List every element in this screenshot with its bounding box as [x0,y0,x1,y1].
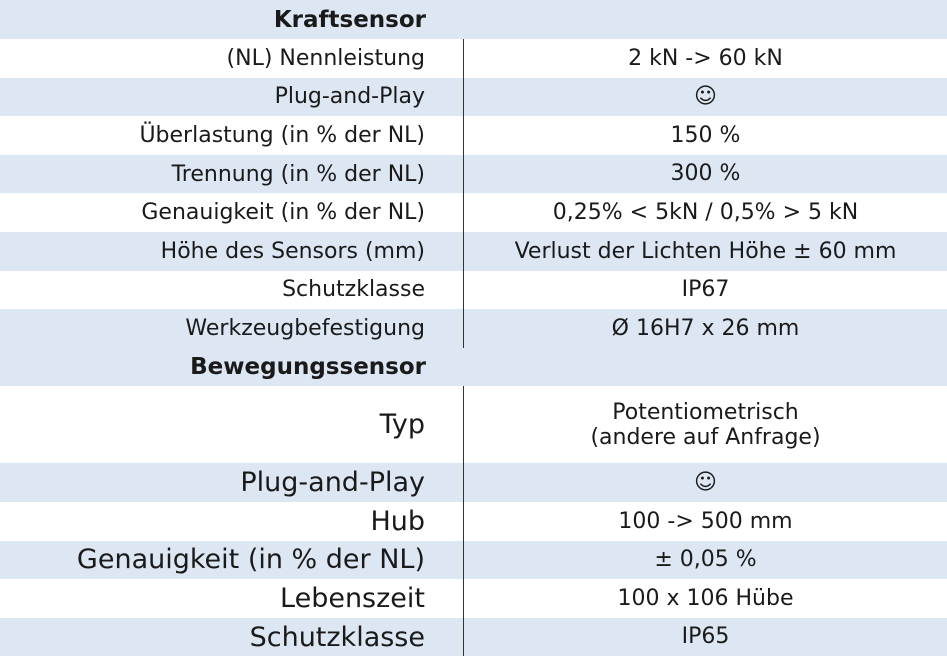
row-value: 100 -> 500 mm [618,508,793,534]
row-value: 100 x 106 Hübe [617,585,794,611]
table-row [0,155,947,194]
table-row [0,193,947,232]
row-value: 0,25% < 5kN / 0,5% > 5 kN [552,200,859,226]
row-label: Plug-and-Play [0,463,464,502]
table-row [0,463,947,502]
table-row [0,502,947,541]
row-value: IP67 [681,277,730,303]
row-label: Werkzeugbefestigung [0,309,464,348]
row-value-line: Potentiometrisch [612,399,799,425]
row-value: 300 % [670,161,741,187]
row-value [464,386,947,463]
row-value-line: (andere auf Anfrage) [590,424,821,450]
table-row [0,309,947,348]
row-label: Lebenszeit [0,579,464,618]
table-row [0,618,947,657]
smiley-icon: ☺ [694,83,717,109]
table-row [0,78,947,117]
section-title: Bewegungssensor [190,354,426,381]
row-value: IP65 [681,624,730,650]
table-row [0,541,947,580]
smiley-icon: ☺ [694,469,717,495]
table-row [0,232,947,271]
table-row [0,386,947,463]
row-label: Typ [0,386,464,463]
row-label: Höhe des Sensors (mm) [0,232,464,271]
table-row [0,579,947,618]
row-value: 2 kN -> 60 kN [628,45,783,71]
section-header-kraftsensor [0,0,947,39]
row-value: Ø 16H7 x 26 mm [611,315,800,341]
row-label: Trennung (in % der NL) [0,155,464,194]
row-value: 150 % [670,122,741,148]
row-label: Genauigkeit (in % der NL) [0,541,464,580]
row-value: ± 0,05 % [654,547,757,573]
section-header-bewegungssensor [0,348,947,387]
row-label: (NL) Nennleistung [0,39,464,78]
row-value: Verlust der Lichten Höhe ± 60 mm [514,238,897,264]
section-title: Kraftsensor [273,6,426,33]
table-row [0,116,947,155]
row-label: Schutzklasse [0,271,464,310]
row-label: Genauigkeit (in % der NL) [0,193,464,232]
row-label: Plug-and-Play [0,78,464,117]
row-label: Schutzklasse [0,618,464,657]
table-row [0,271,947,310]
row-label: Hub [0,502,464,541]
table-row [0,39,947,78]
row-label: Überlastung (in % der NL) [0,116,464,155]
